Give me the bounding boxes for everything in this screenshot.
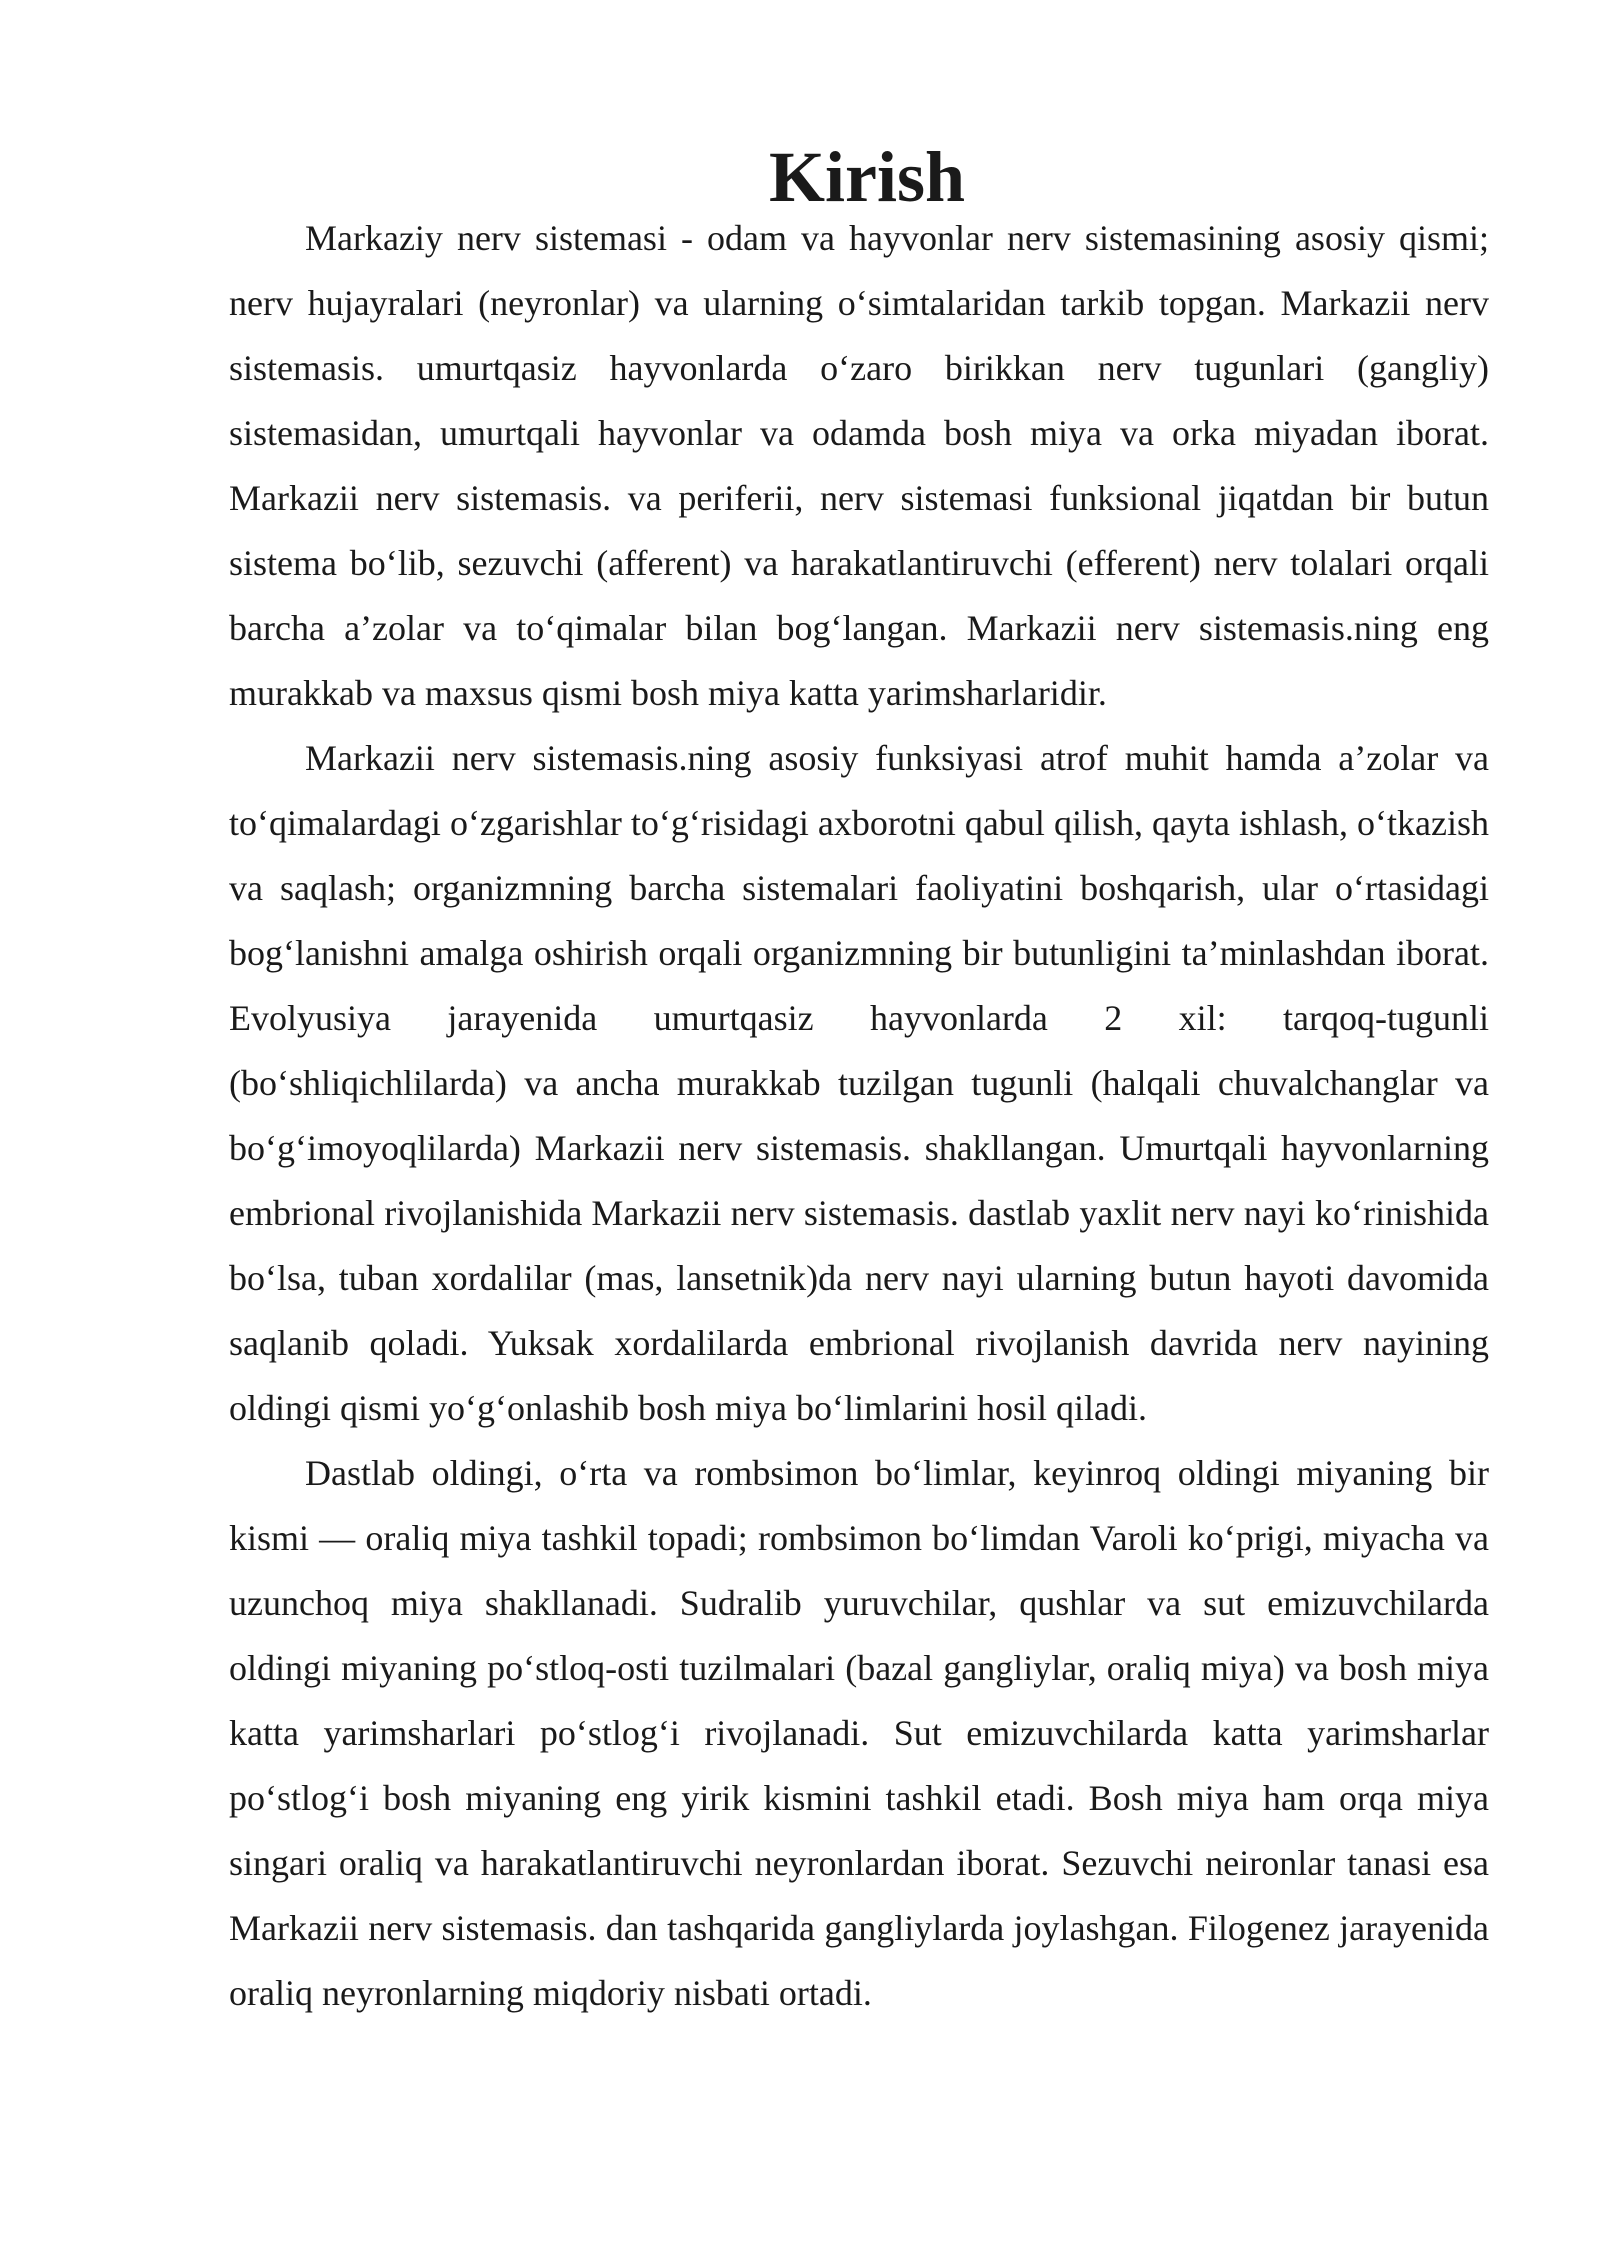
document-body bbox=[229, 137, 1489, 2026]
paragraph-functions: Markazii nerv sistemasis.ning asosiy funksiyasi atrof muhit hamda a’zolar va to‘qimalardagi o‘zgarishlar to‘g‘risidagi axborotni qabul qilish, qayta ishlash, o‘tkazish va saqlash; organizmning barcha sistemalari faoliyatini boshqarish, ular o‘rtasidagi bog‘lanishni amalga oshirish orqali organizmning bir butunligini ta’minlashdan iborat. Evolyusiya jarayenida umurtqasiz hayvonlarda 2 xil: tarqoq-tugunli (bo‘shliqichlilarda) va ancha murakkab tuzilgan tugunli (halqali chuvalchanglar va bo‘g‘imoyoqlilarda) Markazii nerv sistemasis. shakllangan. Umurtqali hayvonlarning embrional rivojlanishida Markazii nerv sistemasis. dastlab yaxlit nerv nayi ko‘rinishida bo‘lsa, tuban xordalilar (mas, lansetnik)da nerv nayi ularning butun hayoti davomida saqlanib qoladi. Yuksak xordalilarda embrional rivojlanish davrida nerv nayining oldingi qismi yo‘g‘onlashib bosh miya bo‘limlarini hosil qiladi. bbox=[229, 738, 1489, 1428]
page-title: Kirish bbox=[768, 137, 966, 217]
paragraph-intro: Markaziy nerv sistemasi - odam va hayvonlar nerv sistemasining asosiy qismi; nerv hujayralari (neyronlar) va ularning o‘simtalaridan tarkib topgan. Markazii nerv sistemasis. umurtqasiz hayvonlarda o‘zaro birikkan nerv tugunlari (gangliy) sistemasidan, umurtqali hayvonlar va odamda bosh miya va orka miyadan iborat. Markazii nerv sistemasis. va periferii, nerv sistemasi funksional jiqatdan bir butun sistema bo‘lib, sezuvchi (afferent) va harakatlantiruvchi (efferent) nerv tolalari orqali barcha a’zolar va to‘qimalar bilan bog‘langan. Markazii nerv sistemasis.ning eng murakkab va maxsus qismi bosh miya katta yarimsharlaridir. bbox=[229, 218, 1489, 713]
paragraph-development: Dastlab oldingi, o‘rta va rombsimon bo‘limlar, keyinroq oldingi miyaning bir kismi — oraliq miya tashkil topadi; rombsimon bo‘limdan Varoli ko‘prigi, miyacha va uzunchoq miya shakllanadi. Sudralib yuruvchilar, qushlar va sut emizuvchilarda oldingi miyaning po‘stloq-osti tuzilmalari (bazal gangliylar, oraliq miya) va bosh miya katta yarimsharlari po‘stlog‘i rivojlanadi. Sut emizuvchilarda katta yarimsharlar po‘stlog‘i bosh miyaning eng yirik kismini tashkil etadi. Bosh miya ham orqa miya singari oraliq va harakatlantiruvchi neyronlardan iborat. Sezuvchi neironlar tanasi esa Markazii nerv sistemasis. dan tashqarida gangliylarda joylashgan. Filogenez jarayenida oraliq neyronlarning miqdoriy nisbati ortadi. bbox=[229, 1453, 1489, 2013]
